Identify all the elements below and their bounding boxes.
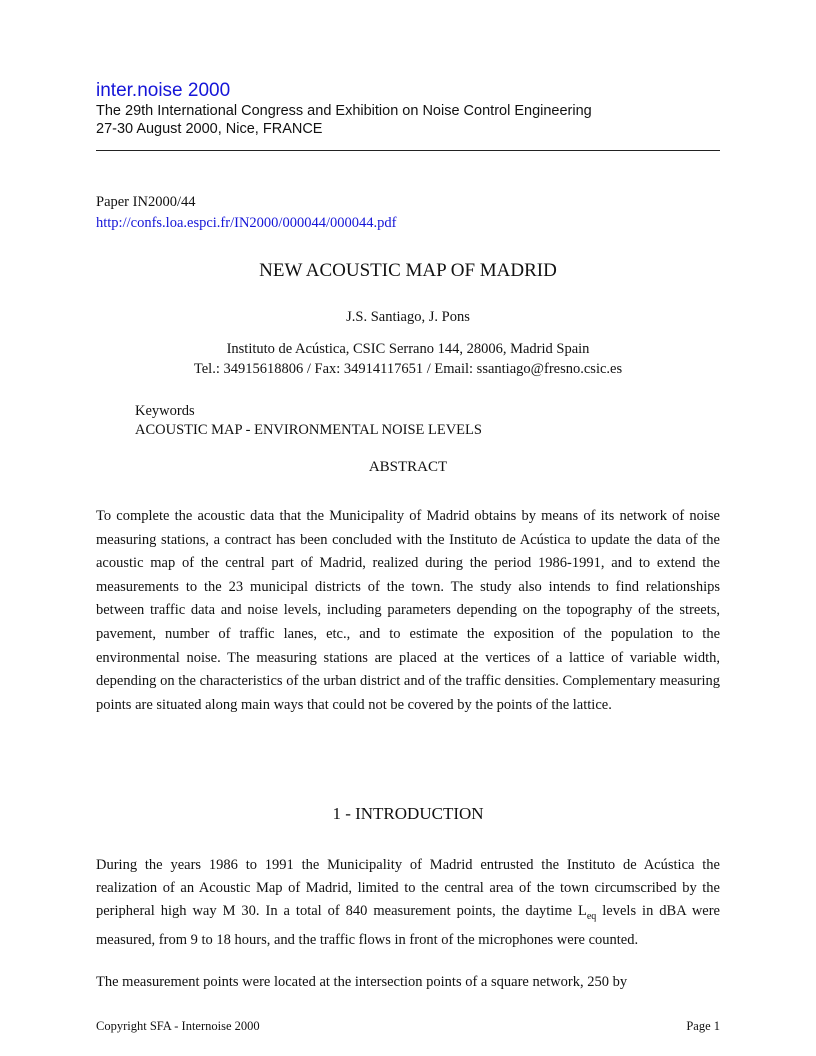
footer-copyright: Copyright SFA - Internoise 2000 xyxy=(96,1019,260,1033)
authors: J.S. Santiago, J. Pons xyxy=(346,309,470,325)
header-divider xyxy=(96,150,720,151)
leq-subscript: eq xyxy=(586,911,597,923)
keywords-label: Keywords xyxy=(135,403,195,419)
paper-title: NEW ACOUSTIC MAP OF MADRID xyxy=(259,260,557,281)
intro-text-after: levels in dBA were measured, from 9 to 18 hours, and the traffic flows in front of the microphones were counted. xyxy=(96,903,720,948)
abstract-body: To complete the acoustic data that the Municipality of Madrid obtains by means of its network of noise measuring stations, a contract has been concluded with the Instituto de Acústica to update the data of the acoustic map of the central part of Madrid, realized during the period 1986-1991, and to extend the measurements to the 23 municipal districts of the town. The study also intends to find relationships between traffic data and noise levels, including parameters depending on the topography of the streets, pavement, number of traffic lanes, etc., and to estimate the exposition of the population to the environmental noise. The measuring stations are placed at the vertices of a lattice of variable width, depending on the characteristics of the urban district and of the traffic densities. Complementary measuring points are situated along main ways that could not be covered by the points of the lattice. xyxy=(96,508,720,713)
affiliation-contact: Tel.: 34915618806 / Fax: 34914117651 / Email: ssantiago@fresno.csic.es xyxy=(193,361,623,377)
footer-page-number: Page 1 xyxy=(686,1019,720,1033)
paper-url-link[interactable]: http://confs.loa.espci.fr/IN2000/000044/000044.pdf xyxy=(96,215,397,231)
keywords-text: ACOUSTIC MAP - ENVIRONMENTAL NOISE LEVELS xyxy=(135,422,482,438)
introduction-paragraph-2: The measurement points were located at the intersection points of a square network, 250 by xyxy=(96,974,628,990)
intro-text-before: During the years 1986 to 1991 the Municipality of Madrid entrusted the Instituto de Acústica the realization of an Acoustic Map of Madrid, limited to the central area of the town circumscribed by the peripheral high way M 30. In a total of 840 measurement points, the daytime L xyxy=(96,857,720,920)
paper-id: Paper IN2000/44 xyxy=(96,194,196,210)
date-location: 27-30 August 2000, Nice, FRANCE xyxy=(96,121,323,137)
affiliation-line-1: Instituto de Acústica, CSIC Serrano 144, 28006, Madrid Spain xyxy=(226,341,590,357)
congress-line: The 29th International Congress and Exhibition on Noise Control Engineering xyxy=(96,103,592,119)
conference-header xyxy=(96,80,720,138)
abstract-heading: ABSTRACT xyxy=(368,459,448,475)
conference-name: inter.noise 2000 xyxy=(96,80,231,101)
introduction-heading: 1 - INTRODUCTION xyxy=(332,804,484,823)
affiliation xyxy=(96,339,720,379)
introduction-paragraph-1 xyxy=(96,854,720,952)
